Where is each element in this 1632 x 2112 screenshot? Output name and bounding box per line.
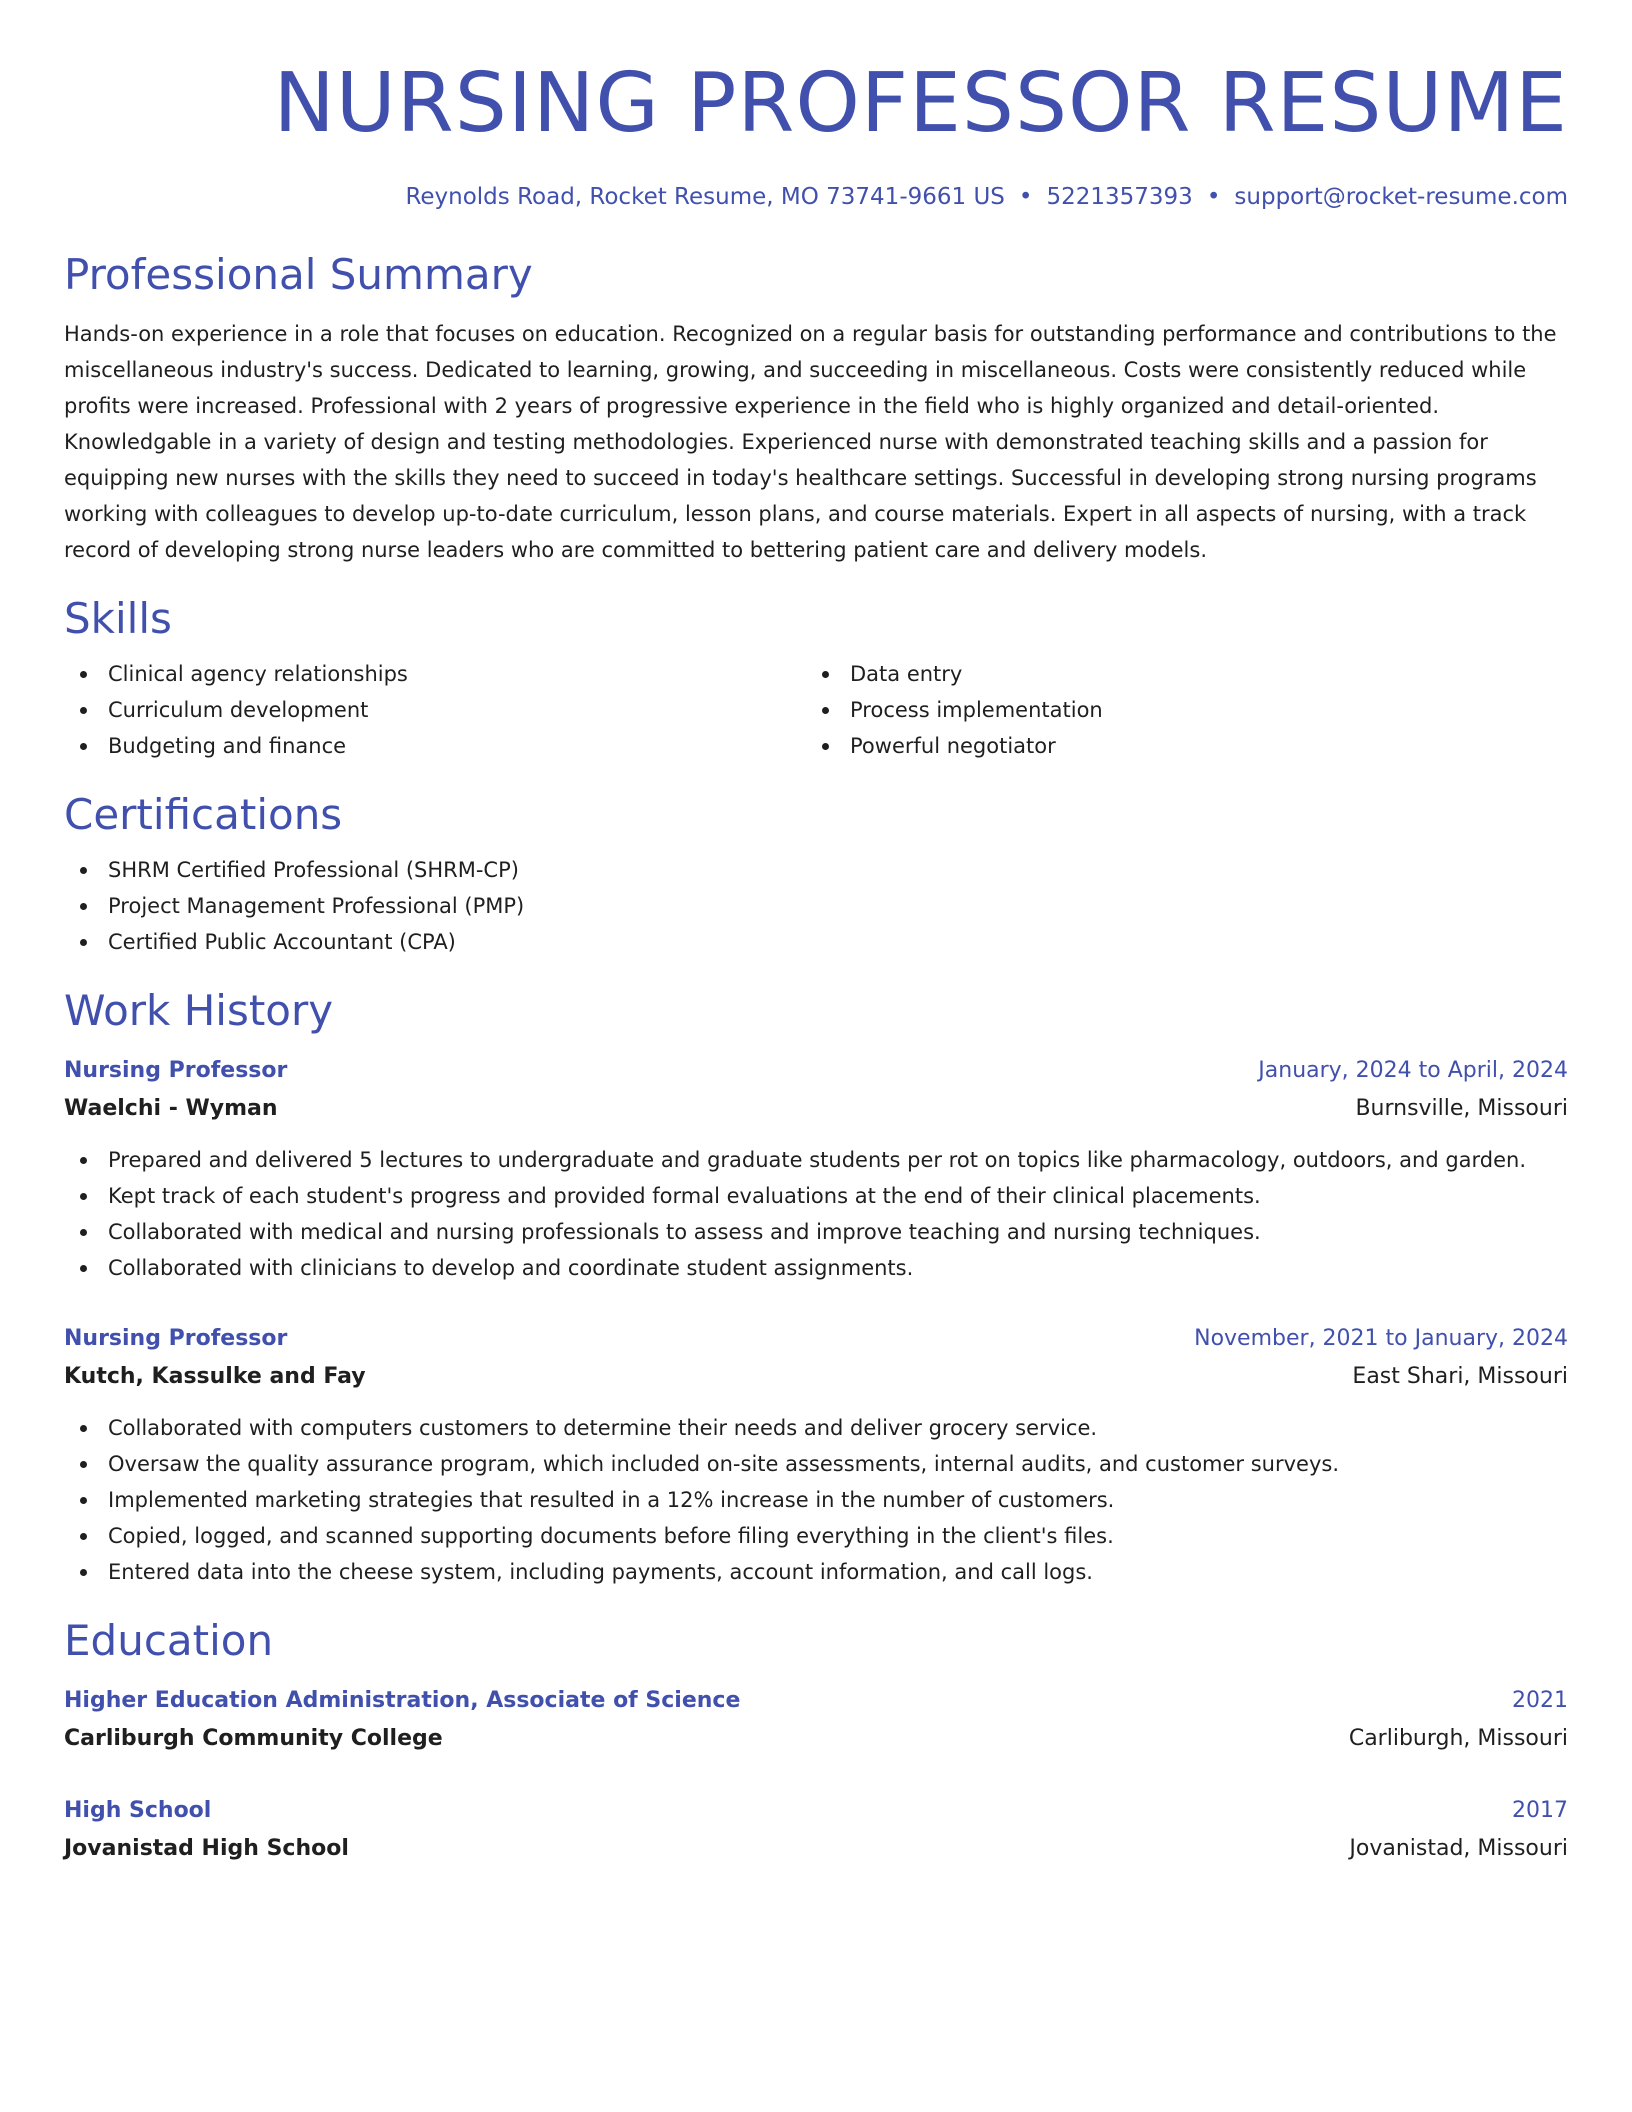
job-bullet: Collaborated with clinicians to develop and coordinate student assignments. [64, 1250, 1568, 1286]
job-bullet: Collaborated with medical and nursing professionals to assess and improve teaching and nursing techniques. [64, 1214, 1568, 1250]
skill-item: Process implementation [806, 692, 1548, 728]
job-bullet: Implemented marketing strategies that resulted in a 12% increase in the number of customers. [64, 1482, 1568, 1518]
education-header [64, 1792, 1568, 1830]
contact-line [64, 182, 1568, 212]
job-bullet: Entered data into the cheese system, including payments, account information, and call logs. [64, 1554, 1568, 1590]
education-year: 2017 [1512, 1798, 1568, 1823]
certifications-heading: Certifications [64, 790, 343, 839]
job-bullet: Oversaw the quality assurance program, which included on-site assessments, internal audits, and customer surveys. [64, 1446, 1568, 1482]
job-dates: November, 2021 to January, 2024 [1194, 1326, 1568, 1351]
work-history-heading: Work History [64, 986, 334, 1035]
skills-list [64, 656, 1568, 764]
job-title: Nursing Professor [64, 1058, 288, 1083]
skill-item: Data entry [806, 656, 1548, 692]
certification-item: Certified Public Accountant (CPA) [64, 924, 1568, 960]
education-year: 2021 [1512, 1688, 1568, 1713]
job-bullet: Collaborated with computers customers to determine their needs and deliver grocery service. [64, 1410, 1568, 1446]
skill-item: Clinical agency relationships [64, 656, 806, 692]
summary-text: Hands-on experience in a role that focuses on education. Recognized on a regular basis for outstanding performance and contributions to the miscellaneous industry's success. Dedicated to learning, growing, and succeeding in miscellaneous. Costs were consistently reduced while profits were increased. Professional with 2 years of progressive experience in the field who is highly organized and detail-oriented. Knowledgable in a variety of design and testing methodologies. Experienced nurse with demonstrated teaching skills and a passion for equipping new nurses with the skills they need to succeed in today's healthcare settings. Successful in developing strong nursing programs working with colleagues to develop up-to-date curriculum, lesson plans, and course materials. Expert in all aspects of nursing, with a track record of developing strong nurse leaders who are committed to bettering patient care and delivery models. [64, 322, 1557, 562]
job-bullet: Copied, logged, and scanned supporting documents before filing everything in the client's files. [64, 1518, 1568, 1554]
job-company: Kutch, Kassulke and Fay [64, 1364, 366, 1389]
contact-email[interactable]: support@rocket-resume.com [1234, 184, 1568, 210]
education-entry [64, 1792, 1568, 1868]
contact-phone: 5221357393 [1046, 184, 1193, 210]
job-subheader [64, 1358, 1568, 1396]
education-degree: High School [64, 1798, 212, 1823]
job-title: Nursing Professor [64, 1326, 288, 1351]
education-entry [64, 1682, 1568, 1758]
skills-column-left [64, 656, 806, 764]
education-school: Carliburgh Community College [64, 1726, 443, 1751]
education-location: Jovanistad, Missouri [1349, 1836, 1568, 1861]
resume-page [64, 56, 1568, 1868]
job-location: East Shari, Missouri [1352, 1364, 1568, 1389]
job-entry [64, 1320, 1568, 1590]
education-location: Carliburgh, Missouri [1348, 1726, 1568, 1751]
job-header [64, 1320, 1568, 1358]
education-subheader [64, 1830, 1568, 1868]
job-dates: January, 2024 to April, 2024 [1258, 1058, 1568, 1083]
skills-column-right [806, 656, 1548, 764]
certifications-list [64, 852, 1568, 960]
certification-item: SHRM Certified Professional (SHRM-CP) [64, 852, 1568, 888]
job-bullets [64, 1410, 1568, 1590]
education-header [64, 1682, 1568, 1720]
skill-item: Budgeting and finance [64, 728, 806, 764]
summary-heading: Professional Summary [64, 250, 533, 299]
contact-address: Reynolds Road, Rocket Resume, MO 73741-9661 US [405, 184, 1005, 210]
certification-item: Project Management Professional (PMP) [64, 888, 1568, 924]
contact-separator: • [1206, 184, 1221, 210]
job-bullet: Kept track of each student's progress and provided formal evaluations at the end of their clinical placements. [64, 1178, 1568, 1214]
skill-item: Curriculum development [64, 692, 806, 728]
resume-title: NURSING PROFESSOR RESUME [273, 56, 1568, 151]
education-heading: Education [64, 1616, 274, 1665]
contact-separator: • [1018, 184, 1033, 210]
education-school: Jovanistad High School [64, 1836, 349, 1861]
skills-heading: Skills [64, 594, 172, 643]
education-subheader [64, 1720, 1568, 1758]
skill-item: Powerful negotiator [806, 728, 1548, 764]
job-header [64, 1052, 1568, 1090]
education-degree: Higher Education Administration, Associate of Science [64, 1688, 741, 1713]
job-subheader [64, 1090, 1568, 1128]
job-location: Burnsville, Missouri [1355, 1096, 1568, 1121]
job-bullet: Prepared and delivered 5 lectures to undergraduate and graduate students per rot on topics like pharmacology, outdoors, and garden. [64, 1142, 1568, 1178]
job-company: Waelchi - Wyman [64, 1096, 278, 1121]
job-bullets [64, 1142, 1568, 1286]
job-entry [64, 1052, 1568, 1286]
